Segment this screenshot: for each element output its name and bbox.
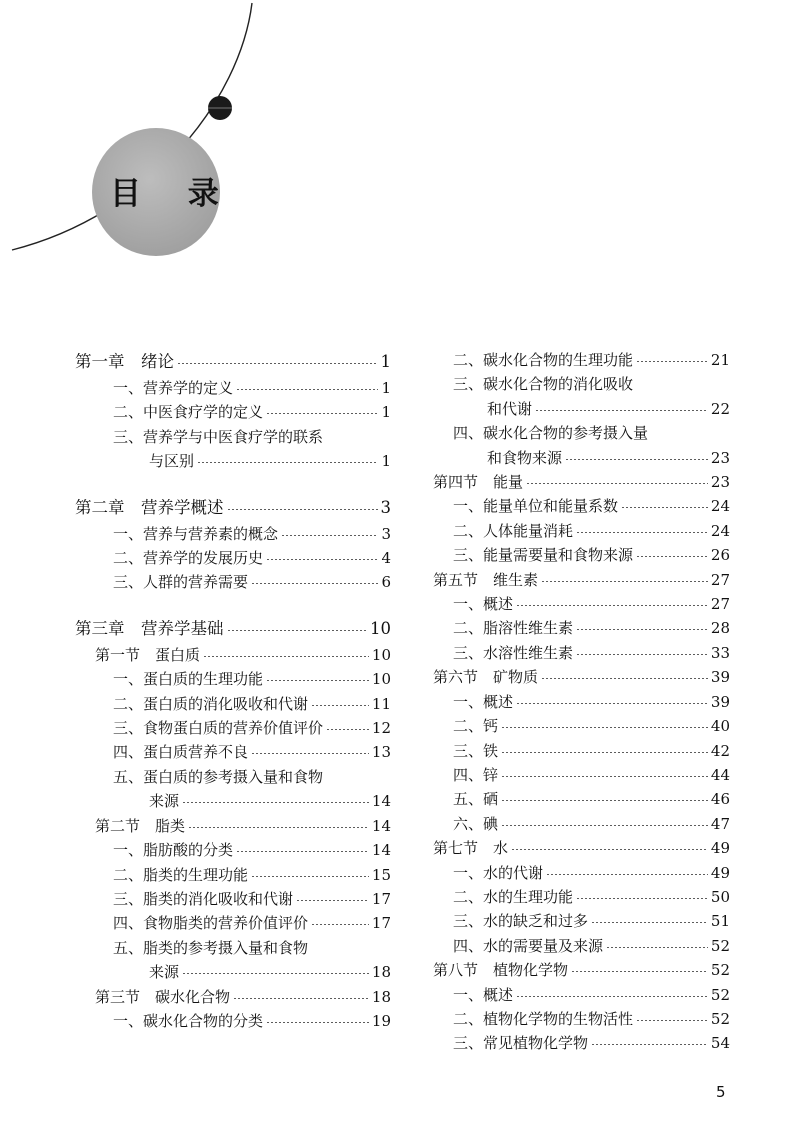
toc-page-number: 27 [710, 595, 730, 614]
toc-entry-title: 第三章 营养学基础 [75, 618, 224, 638]
toc-leader-dots [541, 678, 708, 679]
toc-item [433, 543, 730, 567]
toc-section [433, 470, 730, 494]
toc-leader-dots [182, 973, 369, 974]
toc-item [433, 763, 730, 787]
toc-entry-title: 二、脂类的生理功能 [113, 865, 249, 884]
toc-item [75, 838, 391, 862]
toc-item [433, 739, 730, 763]
toc-page-number: 17 [371, 914, 391, 933]
toc-leader-dots [571, 971, 708, 972]
toc-item [433, 397, 730, 421]
toc-entry-title: 第四节 能量 [433, 473, 524, 492]
toc-entry-title: 第八节 植物化学物 [433, 961, 569, 980]
toc-item [75, 716, 391, 740]
toc-item [433, 592, 730, 616]
toc-entry-title: 来源 [149, 792, 180, 811]
toc-page-number: 50 [710, 887, 730, 906]
toc-entry-title: 一、水的代谢 [453, 863, 544, 882]
toc-page-number: 40 [710, 717, 730, 736]
toc-entry-title: 四、锌 [453, 765, 499, 784]
toc-page-number: 1 [381, 452, 391, 471]
toc-entry-title: 二、中医食疗学的定义 [113, 403, 264, 422]
toc-item [75, 960, 391, 984]
toc-leader-dots [565, 459, 708, 460]
toc-page-number: 13 [371, 743, 391, 762]
toc-entry-title: 二、脂溶性维生素 [453, 619, 574, 638]
toc-item [75, 740, 391, 764]
toc-leader-dots [311, 924, 369, 925]
toc-item [433, 861, 730, 885]
toc-item [75, 1009, 391, 1033]
toc-page-number: 4 [381, 549, 391, 568]
toc-leader-dots [197, 462, 378, 463]
toc-page-number: 24 [710, 521, 730, 540]
toc-page-number: 27 [710, 570, 730, 589]
toc-page-number: 10 [371, 670, 391, 689]
toc-leader-dots [251, 753, 369, 754]
toc-item [433, 787, 730, 811]
toc-entry-title: 一、能量单位和能量系数 [453, 497, 619, 516]
toc-item [433, 616, 730, 640]
toc-entry-title: 二、水的生理功能 [453, 887, 574, 906]
toc-section [75, 643, 391, 667]
toc-page-number: 28 [710, 619, 730, 638]
toc-page-number: 39 [710, 668, 730, 687]
toc-entry-title: 一、营养学的定义 [113, 379, 234, 397]
toc-page-number: 42 [710, 741, 730, 760]
toc-entry-line: 三、营养学与中医食疗学的联系 [113, 427, 324, 446]
toc-entry-title: 一、概述 [453, 692, 514, 711]
toc-item [433, 885, 730, 909]
toc-page-number: 17 [371, 889, 391, 908]
toc-page-number: 18 [371, 987, 391, 1006]
toc-entry-title: 一、碳水化合物的分类 [113, 1011, 264, 1030]
toc-page-number: 1 [380, 352, 391, 371]
toc-entry-title: 第一章 绪论 [75, 352, 174, 371]
toc-item [433, 348, 730, 372]
toc-leader-dots [501, 800, 708, 801]
toc-leader-dots [266, 680, 369, 681]
toc-entry-title: 二、营养学的发展历史 [113, 549, 264, 568]
toc-entry-title: 一、脂肪酸的分类 [113, 841, 234, 860]
toc-entry-title: 二、蛋白质的消化吸收和代谢 [113, 694, 309, 713]
toc-leader-dots [576, 898, 708, 899]
toc-entry-title: 一、概述 [453, 595, 514, 614]
toc-section [433, 665, 730, 689]
toc-leader-dots [621, 507, 708, 508]
toc-page-number: 19 [371, 1011, 391, 1030]
toc-entry-title: 第六节 矿物质 [433, 668, 539, 687]
toc-page-number: 52 [710, 985, 730, 1004]
toc-item [75, 887, 391, 911]
toc-leader-dots [227, 509, 378, 510]
toc-entry-title: 第二章 营养学概述 [75, 497, 224, 517]
toc-chapter [75, 348, 391, 376]
toc-section [75, 814, 391, 838]
toc-page-number: 49 [710, 839, 730, 858]
toc-item [433, 446, 730, 470]
toc-entry-title: 三、常见植物化学物 [453, 1034, 589, 1053]
toc-leader-dots [546, 874, 708, 875]
page-title: 目 录 [110, 176, 237, 212]
toc-item [75, 692, 391, 716]
toc-entry-title: 第一节 蛋白质 [95, 645, 201, 664]
toc-entry-title: 来源 [149, 963, 180, 982]
toc-entry-title: 第三节 碳水化合物 [95, 987, 231, 1006]
toc-leader-dots [233, 998, 369, 999]
header-decoration [0, 0, 800, 300]
toc-leader-dots [266, 413, 378, 414]
toc-page-number: 21 [710, 351, 730, 369]
toc-item [433, 519, 730, 543]
toc-leader-dots [326, 729, 369, 730]
toc-page-number: 52 [710, 1009, 730, 1028]
toc-page-number: 22 [710, 399, 730, 418]
toc-leader-dots [266, 1022, 369, 1023]
toc-entry-title: 第二节 脂类 [95, 816, 186, 835]
toc-item [433, 641, 730, 665]
toc-page-number: 44 [710, 765, 730, 784]
toc-item [75, 570, 391, 594]
toc-entry-title: 三、水溶性维生素 [453, 643, 574, 662]
toc-entry-title: 一、蛋白质的生理功能 [113, 670, 264, 689]
toc-leader-dots [576, 654, 708, 655]
toc-section [433, 958, 730, 982]
toc-page-number: 1 [381, 403, 391, 422]
toc-leader-dots [516, 703, 708, 704]
toc-leader-dots [227, 630, 368, 631]
toc-leader-dots [236, 851, 369, 852]
toc-leader-dots [576, 532, 708, 533]
toc-entry-line: 三、碳水化合物的消化吸收 [453, 375, 634, 394]
toc-item [433, 690, 730, 714]
toc-section [433, 568, 730, 592]
toc-leader-dots [606, 947, 708, 948]
toc-leader-dots [516, 996, 708, 997]
toc-entry-title: 二、碳水化合物的生理功能 [453, 351, 634, 369]
toc-leader-dots [296, 900, 369, 901]
toc-page-number: 10 [370, 618, 391, 638]
toc-leader-dots [501, 825, 708, 826]
toc-item [75, 400, 391, 424]
toc-leader-dots [266, 559, 378, 560]
toc-leader-dots [188, 827, 369, 828]
toc-leader-dots [516, 605, 708, 606]
toc-page-number: 39 [710, 692, 730, 711]
toc-entry-title: 第五节 维生素 [433, 570, 539, 589]
toc-leader-dots [636, 1020, 708, 1021]
toc-item [433, 494, 730, 518]
toc-page-number: 14 [371, 816, 391, 835]
toc-entry-title: 六、碘 [453, 814, 499, 833]
toc-item [75, 546, 391, 570]
toc-leader-dots [526, 483, 708, 484]
toc-leader-dots [591, 1044, 708, 1045]
toc-item [75, 667, 391, 691]
toc-entry-title: 三、铁 [453, 741, 499, 760]
toc-page-number: 10 [371, 645, 391, 664]
toc-page-number: 46 [710, 790, 730, 809]
toc-page-number: 52 [710, 961, 730, 980]
toc-chapter [75, 494, 391, 522]
toc-entry-title: 一、营养与营养素的概念 [113, 524, 279, 543]
toc-entry-title: 二、钙 [453, 717, 499, 736]
toc-page-number: 26 [710, 546, 730, 565]
toc-entry-title: 二、植物化学物的生物活性 [453, 1009, 634, 1028]
toc-entry-title: 四、水的需要量及来源 [453, 936, 604, 955]
toc-leader-dots [501, 752, 708, 753]
toc-item [75, 789, 391, 813]
toc-leader-dots [636, 556, 708, 557]
toc-page-number: 54 [710, 1034, 730, 1053]
toc-item [75, 449, 391, 473]
toc-page-number: 14 [371, 841, 391, 860]
toc-item [433, 714, 730, 738]
chapter-gap [75, 595, 391, 615]
toc-item [433, 812, 730, 836]
toc-leader-dots [311, 705, 369, 706]
toc-entry-title: 三、水的缺乏和过多 [453, 912, 589, 931]
toc-entry-title: 三、人群的营养需要 [113, 573, 249, 592]
toc-leader-dots [203, 656, 369, 657]
toc-page-number: 52 [710, 936, 730, 955]
toc-entry-title: 一、概述 [453, 985, 514, 1004]
toc-item [75, 522, 391, 546]
toc-left-column [75, 348, 391, 1033]
toc-page-number: 3 [380, 497, 391, 517]
toc-leader-dots [236, 389, 378, 390]
toc-entry-title: 与区别 [149, 452, 195, 471]
toc-leader-dots [501, 776, 708, 777]
toc-entry-title: 二、人体能量消耗 [453, 521, 574, 540]
toc-page-number: 51 [710, 912, 730, 931]
toc-page-number: 11 [371, 694, 391, 713]
toc-item [433, 983, 730, 1007]
toc-leader-dots [281, 535, 378, 536]
chapter-gap [75, 474, 391, 494]
toc-leader-dots [541, 581, 708, 582]
toc-leader-dots [182, 802, 369, 803]
toc-entry-title: 和代谢 [487, 399, 533, 418]
toc-page-number: 6 [381, 573, 391, 592]
toc-entry-title: 四、食物脂类的营养价值评价 [113, 914, 309, 933]
toc-section [75, 985, 391, 1009]
toc-page-number: 14 [371, 792, 391, 811]
toc-entry-title: 三、脂类的消化吸收和代谢 [113, 889, 294, 908]
toc-page-number: 15 [371, 865, 391, 884]
toc-item [433, 1007, 730, 1031]
toc-item [433, 909, 730, 933]
toc-item [75, 376, 391, 400]
toc-leader-dots [501, 727, 708, 728]
toc-entry-line: 四、碳水化合物的参考摄入量 [453, 424, 649, 443]
toc-leader-dots [511, 849, 708, 850]
toc-entry-title: 第七节 水 [433, 839, 509, 858]
toc-page-number: 49 [710, 863, 730, 882]
toc-page-number: 18 [371, 963, 391, 982]
toc-entry-title: 四、蛋白质营养不良 [113, 743, 249, 762]
toc-leader-dots [576, 629, 708, 630]
toc-page-number: 47 [710, 814, 730, 833]
toc-page-number: 23 [710, 448, 730, 467]
toc-leader-dots [177, 363, 378, 364]
page-number: 5 [716, 1083, 726, 1101]
toc-entry-title: 三、能量需要量和食物来源 [453, 546, 634, 565]
toc-item [75, 863, 391, 887]
toc-item [75, 911, 391, 935]
toc-leader-dots [636, 361, 708, 362]
toc-entry-line: 五、脂类的参考摄入量和食物 [113, 938, 309, 957]
toc-page-number: 12 [371, 719, 391, 738]
toc-page-number: 24 [710, 497, 730, 516]
toc-entry-title: 和食物来源 [487, 448, 563, 467]
toc-page-number: 1 [381, 379, 391, 397]
toc-right-column [433, 348, 730, 1056]
toc-page-number: 33 [710, 643, 730, 662]
toc-entry-line: 五、蛋白质的参考摄入量和食物 [113, 767, 324, 786]
toc-item [433, 1031, 730, 1055]
toc-page-number: 23 [710, 473, 730, 492]
toc-leader-dots [535, 410, 708, 411]
toc-chapter [75, 615, 391, 643]
toc-page-number: 3 [381, 524, 391, 543]
toc-leader-dots [251, 876, 369, 877]
toc-entry-title: 三、食物蛋白质的营养价值评价 [113, 719, 324, 738]
toc-leader-dots [591, 922, 708, 923]
toc-item [433, 934, 730, 958]
toc-section [433, 836, 730, 860]
toc-leader-dots [251, 583, 378, 584]
toc-entry-title: 五、硒 [453, 790, 499, 809]
